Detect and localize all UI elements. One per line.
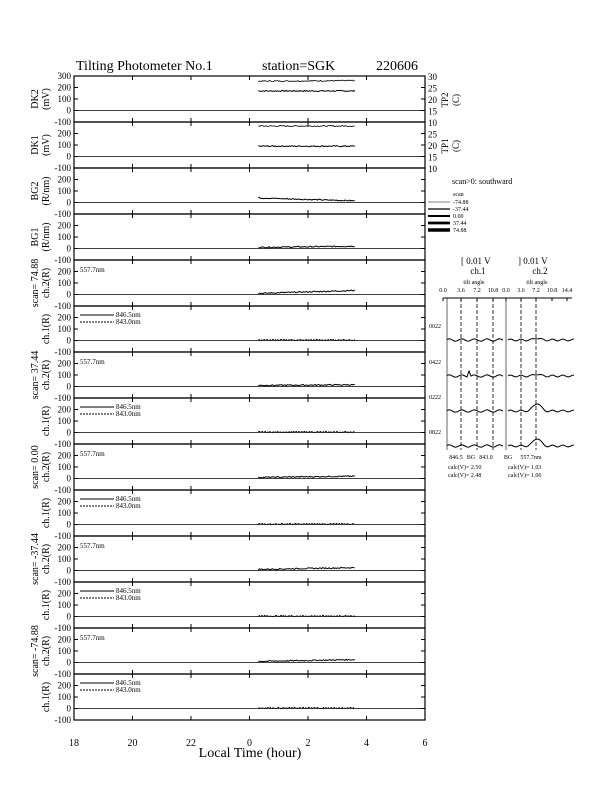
legend-label: 846.5nm bbox=[116, 495, 141, 503]
panel-y-label: DK2 bbox=[30, 89, 41, 109]
y-tick-label: 200 bbox=[57, 312, 71, 323]
ch2-profile bbox=[508, 339, 574, 342]
ch2-profile bbox=[508, 404, 574, 412]
y-tick-label: -100 bbox=[54, 117, 71, 127]
series-line bbox=[258, 615, 355, 616]
y-tick-label: -100 bbox=[54, 531, 71, 541]
ch1-profile bbox=[447, 339, 503, 341]
ch1-scale-label: [ 0.01 V bbox=[461, 256, 491, 266]
y-tick-label: 100 bbox=[57, 600, 71, 610]
panel-frame bbox=[74, 352, 425, 398]
ch1-tilt-tick: 0.0 bbox=[439, 288, 447, 294]
tp1-tick-label: 20 bbox=[428, 141, 437, 151]
x-tick-label: 6 bbox=[422, 738, 428, 749]
y-tick-label: 200 bbox=[57, 496, 71, 507]
panel-stack bbox=[30, 71, 461, 749]
ch2-profile bbox=[508, 375, 574, 378]
tp2-axis-label: TP2 bbox=[440, 92, 450, 108]
y-tick-label: 200 bbox=[57, 680, 71, 691]
chart-title: Tilting Photometer No.1 bbox=[76, 59, 213, 74]
ch2-label: ch.2 bbox=[532, 266, 548, 276]
x-tick-label: 22 bbox=[186, 738, 196, 749]
panel-y-label: ch.2(R) bbox=[41, 359, 52, 391]
ch2-scale-label: ] 0.01 V bbox=[518, 256, 548, 266]
panel-frame bbox=[74, 260, 425, 306]
series-line bbox=[258, 90, 355, 91]
profile-bottom-label: 843.0 bbox=[479, 455, 493, 461]
legend-label: 846.5nm bbox=[116, 587, 141, 595]
series-line bbox=[258, 290, 355, 294]
y-tick-label: 200 bbox=[57, 542, 71, 553]
x-tick-label: 18 bbox=[69, 738, 79, 749]
panel-y-label: ch.1(R) bbox=[41, 681, 52, 713]
y-tick-label: 100 bbox=[57, 462, 71, 472]
y-tick-label: -100 bbox=[54, 393, 71, 403]
panel-y-label: (mV) bbox=[41, 134, 52, 156]
wavelength-note: 557.7nm bbox=[80, 450, 105, 458]
x-axis-label: Local Time (hour) bbox=[198, 746, 302, 761]
panel-y-label: scan= 0.00 bbox=[30, 445, 41, 489]
y-tick-label: -100 bbox=[54, 255, 71, 265]
y-tick-label: -100 bbox=[54, 577, 71, 587]
panel-frame bbox=[74, 536, 425, 582]
y-tick-label: 100 bbox=[57, 646, 71, 656]
legend-label: 846.5nm bbox=[116, 403, 141, 411]
y-tick-label: -100 bbox=[54, 209, 71, 219]
panel-y-label: ch.2(R) bbox=[41, 543, 52, 575]
ch1-profile bbox=[447, 410, 503, 412]
tp1-tick-label: 10 bbox=[428, 164, 437, 174]
y-tick-label: -100 bbox=[54, 301, 71, 311]
y-tick-label: -100 bbox=[54, 163, 71, 173]
legend-label: 843.0nm bbox=[116, 502, 141, 510]
tp1-axis-label: TP1 bbox=[440, 138, 450, 154]
series-line bbox=[258, 146, 355, 147]
ch1-profile bbox=[447, 371, 503, 377]
y-tick-label: 100 bbox=[57, 508, 71, 518]
y-tick-label: 0 bbox=[66, 197, 71, 208]
legend-label: 846.5nm bbox=[116, 311, 141, 319]
y-tick-label: 200 bbox=[57, 220, 71, 231]
station-label: station=SGK bbox=[262, 59, 336, 74]
tp2-tick-label: 25 bbox=[428, 83, 437, 94]
y-tick-label: 100 bbox=[57, 692, 71, 702]
profile-time-label: 0222 bbox=[429, 395, 441, 401]
y-tick-label: 100 bbox=[57, 324, 71, 334]
legend-label: 843.0nm bbox=[116, 686, 141, 694]
scan-legend-label: 0.00 bbox=[453, 214, 464, 220]
scan-legend-label: -74.88 bbox=[453, 200, 469, 206]
tp2-axis-label: (C) bbox=[451, 94, 461, 106]
panel-y-label: DK1 bbox=[30, 135, 41, 155]
y-tick-label: 0 bbox=[66, 151, 71, 162]
date-label: 220606 bbox=[376, 59, 418, 74]
panel-y-label: scan= -37.44 bbox=[30, 533, 41, 585]
panel-frame bbox=[74, 76, 425, 122]
ch2-tilt-tick: 14.4 bbox=[561, 288, 573, 294]
panel-frame bbox=[74, 214, 425, 260]
y-tick-label: -100 bbox=[54, 623, 71, 633]
wavelength-note: 557.7nm bbox=[80, 542, 105, 550]
panel-y-label: scan= 74.88 bbox=[30, 258, 41, 308]
panel-y-label: ch.1(R) bbox=[41, 405, 52, 437]
panel-y-label: ch.2(R) bbox=[41, 451, 52, 483]
y-tick-label: 200 bbox=[57, 450, 71, 461]
panel-y-label: scan= -74.88 bbox=[30, 625, 41, 677]
profile-bottom-label: BG bbox=[466, 455, 476, 461]
ch2-calc-label: calc(V)= 1.06 bbox=[508, 473, 542, 479]
y-tick-label: 0 bbox=[66, 289, 71, 300]
y-tick-label: 0 bbox=[66, 565, 71, 576]
y-tick-label: -100 bbox=[54, 439, 71, 449]
scan-legend-title: scan bbox=[453, 192, 464, 198]
y-tick-label: 0 bbox=[66, 243, 71, 254]
series-line bbox=[258, 476, 355, 478]
y-tick-label: 0 bbox=[66, 473, 71, 484]
tp1-tick-label: 15 bbox=[428, 152, 437, 163]
panel-frame bbox=[74, 122, 425, 168]
y-tick-label: 0 bbox=[66, 657, 71, 668]
y-tick-label: 0 bbox=[66, 427, 71, 438]
panel-y-label: BG1 bbox=[30, 227, 41, 247]
y-tick-label: 0 bbox=[66, 519, 71, 530]
scan-legend-label: 37.44 bbox=[453, 221, 467, 227]
ch1-tilt-tick: 3.6 bbox=[457, 288, 465, 294]
y-tick-label: -100 bbox=[54, 715, 71, 725]
panel-y-label: ch.1(R) bbox=[41, 497, 52, 529]
legend-label: 843.0nm bbox=[116, 594, 141, 602]
wavelength-note: 557.7nm bbox=[80, 358, 105, 366]
panel-y-label: (R/nm) bbox=[41, 222, 52, 252]
series-line bbox=[258, 126, 355, 127]
series-line bbox=[258, 246, 355, 248]
profile-bottom-label: BG bbox=[503, 455, 513, 461]
ch1-calc-label: calc(V)= 2.48 bbox=[448, 473, 482, 479]
series-line bbox=[258, 384, 355, 385]
y-tick-label: -100 bbox=[54, 669, 71, 679]
wavelength-note: 557.7nm bbox=[80, 634, 105, 642]
y-tick-label: 200 bbox=[57, 174, 71, 185]
ch1-label: ch.1 bbox=[470, 266, 486, 276]
panel-y-label: (mV) bbox=[41, 88, 52, 110]
tp1-axis-label: (C) bbox=[451, 140, 461, 152]
x-tick-label: 2 bbox=[305, 738, 311, 749]
y-tick-label: 300 bbox=[57, 71, 71, 81]
ch2-tilt-tick: 10.8 bbox=[546, 288, 558, 294]
tp1-tick-label: 25 bbox=[428, 129, 437, 140]
panel-y-label: scan= 37.44 bbox=[30, 350, 41, 400]
ch2-tilt-tick: 3.6 bbox=[517, 288, 525, 294]
ch2-calc-label: calc(V)= 1.03 bbox=[508, 465, 542, 471]
scan-legend-label: -37.44 bbox=[453, 207, 469, 213]
y-tick-label: 200 bbox=[57, 588, 71, 599]
panel-frame bbox=[74, 444, 425, 490]
y-tick-label: 0 bbox=[66, 611, 71, 622]
panel-y-label: ch.2(R) bbox=[41, 267, 52, 299]
y-tick-label: 0 bbox=[66, 703, 71, 714]
y-tick-label: 0 bbox=[66, 381, 71, 392]
y-tick-label: 200 bbox=[57, 634, 71, 645]
profile-time-label: 0422 bbox=[429, 360, 441, 366]
series-line bbox=[258, 567, 355, 570]
y-tick-label: 200 bbox=[57, 358, 71, 369]
y-tick-label: 100 bbox=[57, 140, 71, 150]
legend-label: 846.5nm bbox=[116, 679, 141, 687]
legend-label: 843.0nm bbox=[116, 410, 141, 418]
ch1-tilt-tick: 7.2 bbox=[473, 288, 481, 294]
profile-bottom-label: 846.5 bbox=[449, 455, 463, 461]
ch2-tilt-label: tilt angle bbox=[526, 280, 548, 286]
series-line bbox=[258, 707, 355, 708]
y-tick-label: 100 bbox=[57, 232, 71, 242]
ch1-tilt-label: tilt angle bbox=[463, 280, 485, 286]
profile-bottom-label: 557.7nm bbox=[520, 455, 542, 461]
y-tick-label: -100 bbox=[54, 485, 71, 495]
y-tick-label: 100 bbox=[57, 278, 71, 288]
series-line bbox=[258, 659, 355, 662]
y-tick-label: 100 bbox=[57, 94, 71, 104]
tp2-tick-label: 15 bbox=[428, 106, 437, 117]
ch2-tilt-tick: 7.2 bbox=[532, 288, 540, 294]
profile-time-label: 0022 bbox=[429, 324, 441, 330]
y-tick-label: -100 bbox=[54, 347, 71, 357]
panel-frame bbox=[74, 628, 425, 674]
legend-label: 843.0nm bbox=[116, 318, 141, 326]
x-tick-label: 4 bbox=[364, 738, 369, 749]
tp2-tick-label: 20 bbox=[428, 95, 437, 105]
x-tick-label: 0 bbox=[247, 738, 252, 749]
series-line bbox=[258, 80, 355, 82]
panel-y-label: (R/nm) bbox=[41, 176, 52, 206]
ch1-tilt-tick: 10.8 bbox=[487, 288, 499, 294]
panel-y-label: BG2 bbox=[30, 181, 41, 201]
y-tick-label: 100 bbox=[57, 416, 71, 426]
series-line bbox=[258, 197, 355, 201]
wavelength-note: 557.7nm bbox=[80, 266, 105, 274]
side-panel bbox=[428, 177, 574, 479]
panel-y-label: ch.1(R) bbox=[41, 313, 52, 345]
y-tick-label: 100 bbox=[57, 186, 71, 196]
y-tick-label: 100 bbox=[57, 554, 71, 564]
ch2-profile bbox=[508, 439, 574, 447]
x-tick-label: 20 bbox=[127, 738, 138, 749]
profile-time-label: 0822 bbox=[429, 430, 441, 436]
tp1-tick-label: 10 bbox=[428, 118, 437, 128]
scan-direction-title: scan>0: southward bbox=[452, 177, 513, 186]
y-tick-label: 0 bbox=[66, 105, 71, 116]
panel-frame bbox=[74, 168, 425, 214]
y-tick-label: 100 bbox=[57, 370, 71, 380]
y-tick-label: 0 bbox=[66, 335, 71, 346]
ch1-calc-label: calc(V)= 2.50 bbox=[448, 465, 482, 471]
y-tick-label: 200 bbox=[57, 404, 71, 415]
ch2-tilt-tick: 0.0 bbox=[502, 288, 510, 294]
y-tick-label: 200 bbox=[57, 266, 71, 277]
panel-y-label: ch.2(R) bbox=[41, 635, 52, 667]
y-tick-label: 200 bbox=[57, 128, 71, 139]
scan-legend-label: 74.88 bbox=[453, 228, 467, 234]
y-tick-label: 200 bbox=[57, 82, 71, 93]
panel-y-label: ch.1(R) bbox=[41, 589, 52, 621]
ch1-profile bbox=[447, 445, 503, 447]
tp2-tick-label: 30 bbox=[428, 72, 437, 82]
